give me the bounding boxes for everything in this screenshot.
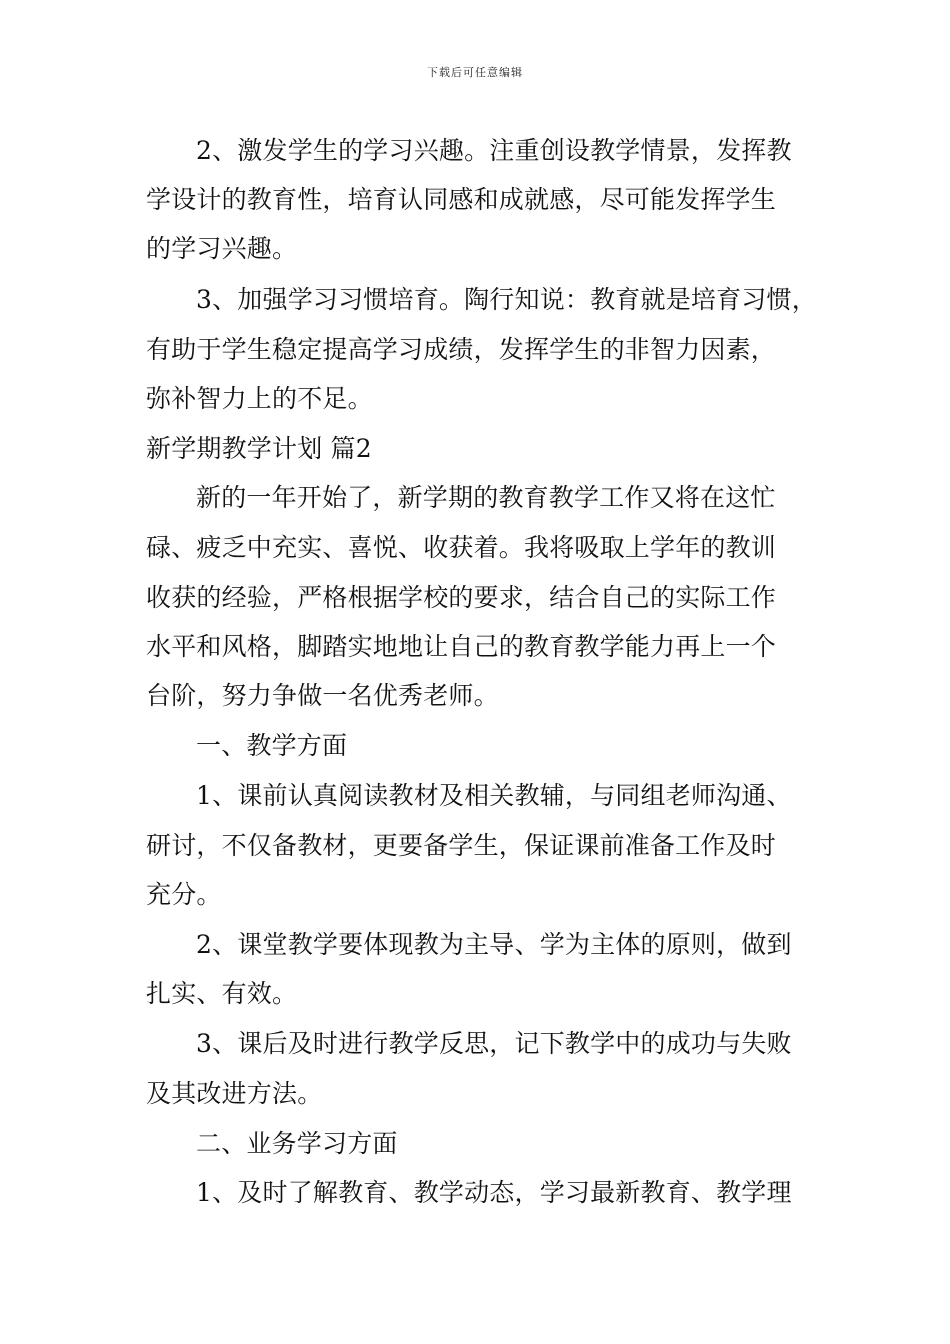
text-line: 碌、疲乏中充实、喜悦、收获着。我将吸取上学年的教训 (146, 533, 777, 562)
text-line: 弥补智力上的不足。 (146, 384, 373, 413)
section-heading: 新学期教学计划 篇2 (146, 434, 372, 463)
text-line: 2、课堂教学要体现教为主导、学为主体的原则，做到 (196, 930, 792, 959)
text-line: 1、课前认真阅读教材及相关教辅，与同组老师沟通、 (196, 781, 792, 810)
text-line: 新的一年开始了，新学期的教育教学工作又将在这忙 (196, 483, 776, 512)
text-line: 水平和风格，脚踏实地地让自己的教育教学能力再上一个 (146, 632, 777, 661)
text-line: 有助于学生稳定提高学习成绩，发挥学生的非智力因素， (146, 335, 777, 364)
text-line: 台阶，努力争做一名优秀老师。 (146, 681, 499, 710)
text-line: 1、及时了解教育、教学动态，学习最新教育、教学理 (196, 1178, 792, 1207)
text-line: 收获的经验，严格根据学校的要求，结合自己的实际工作 (146, 583, 777, 612)
page-header: 下载后可任意编辑 (427, 66, 523, 79)
text-line: 2、激发学生的学习兴趣。注重创设教学情景，发挥教 (196, 136, 792, 165)
text-line: 扎实、有效。 (146, 979, 298, 1008)
text-line: 及其改进方法。 (146, 1079, 323, 1108)
text-line: 3、加强学习习惯培育。陶行知说：教育就是培育习惯， (196, 285, 817, 314)
text-line: 3、课后及时进行教学反思，记下教学中的成功与失败 (196, 1029, 792, 1058)
subheading: 二、业务学习方面 (196, 1129, 398, 1158)
text-line: 研讨，不仅备教材，更要备学生，保证课前准备工作及时 (146, 831, 777, 860)
subheading: 一、教学方面 (196, 731, 348, 760)
text-line: 学设计的教育性，培育认同感和成就感，尽可能发挥学生 (146, 185, 777, 214)
text-line: 的学习兴趣。 (146, 234, 298, 263)
text-line: 充分。 (146, 880, 222, 909)
